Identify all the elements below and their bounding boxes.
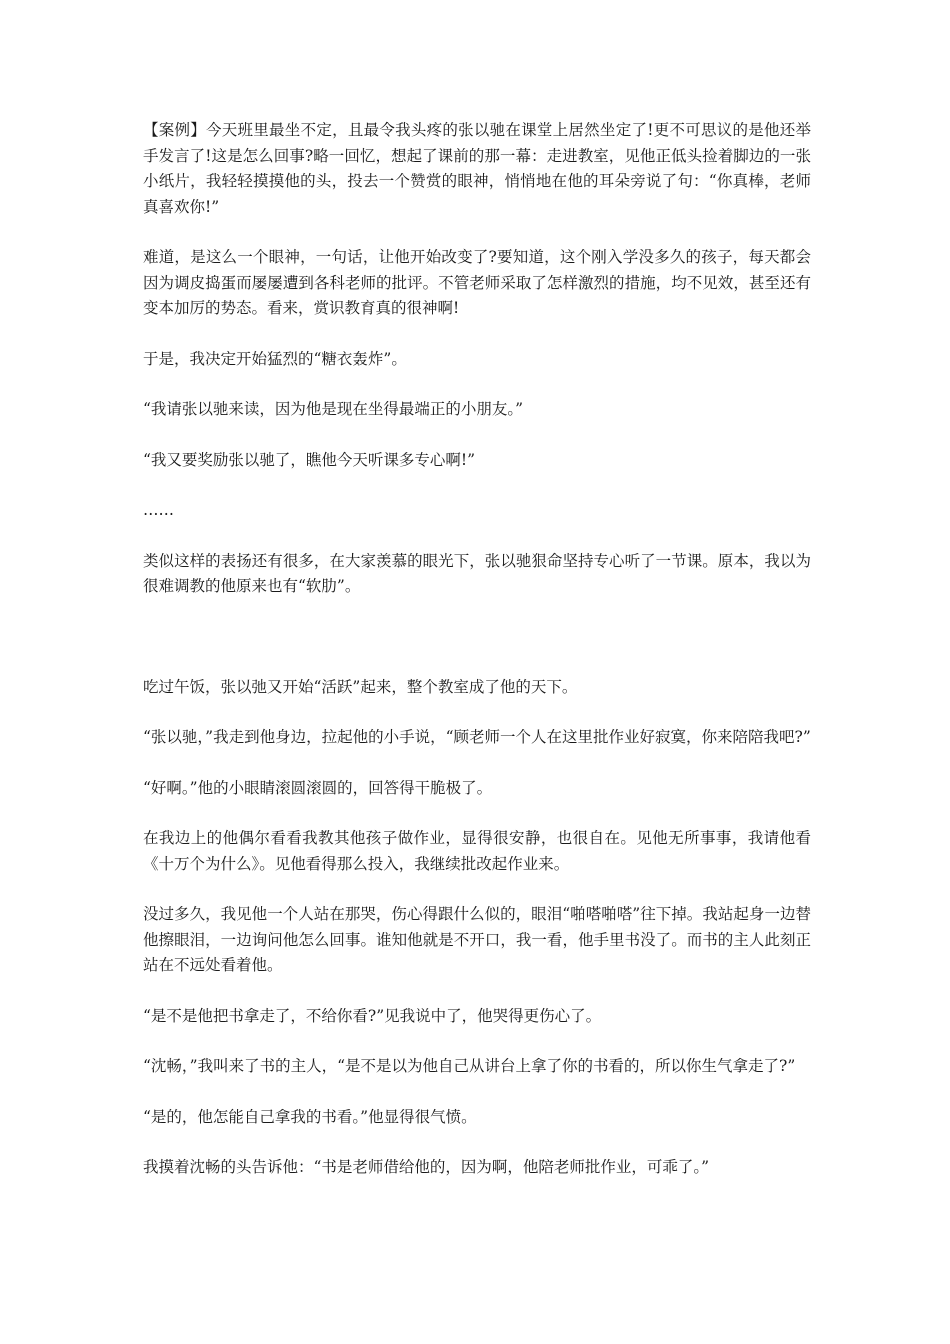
paragraph-after-lunch: 吃过午饭，张以弛又开始“活跃”起来，整个教室成了他的天下。 <box>143 677 578 696</box>
paragraph-owner-reply: “是的，他怎能自己拿我的书看。”他显得很气愤。 <box>143 1107 477 1126</box>
paragraph-reply: “好啊。”他的小眼睛滚圆滚圆的，回答得干脆极了。 <box>143 778 493 797</box>
paragraph-reflection: 难道，是这么一个眼神，一句话，让他开始改变了?要知道，这个刚入学没多久的孩子，每天都会因为调皮捣蛋而屡屡遭到各科老师的批评。不管老师采取了怎样激烈的措施，均不见效，甚至还有变本加厉的势态。看来，赏识教育真的很神啊! <box>143 248 811 317</box>
paragraph-ellipsis: …… <box>143 501 174 519</box>
paragraph-praise-summary: 类似这样的表扬还有很多，在大家羡慕的眼光下，张以驰狠命坚持专心听了一节课。原本，我以为很难调教的他原来也有“软肋”。 <box>143 551 811 595</box>
paragraph-reading-book: 在我边上的他偶尔看看我教其他孩子做作业，显得很安静，也很自在。见他无所事事，我请他看《十万个为什么》。见他看得那么投入，我继续批改起作业来。 <box>143 829 811 873</box>
paragraph-explanation: 我摸着沈畅的头告诉他：“书是老师借给他的，因为啊，他陪老师批作业，可乖了。” <box>143 1158 710 1176</box>
paragraph-question: “是不是他把书拿走了，不给你看?”见我说中了，他哭得更伤心了。 <box>143 1006 602 1025</box>
paragraph-quote-reading: “我请张以驰来读，因为他是现在坐得最端正的小朋友。” <box>143 400 524 418</box>
paragraph-ask-owner: “沈畅，”我叫来了书的主人，“是不是以为他自己从讲台上拿了你的书看的，所以你生气拿走了?” <box>143 1057 796 1075</box>
paragraph-quote-reward: “我又要奖励张以驰了，瞧他今天听课多专心啊!” <box>143 450 476 469</box>
paragraph-invite: “张以驰，”我走到他身边，拉起他的小手说，“顾老师一个人在这里批作业好寂寞，你来陪陪我吧?” <box>143 728 811 746</box>
paragraph-crying: 没过多久，我见他一个人站在那哭，伤心得跟什么似的，眼泪“啪嗒啪嗒”往下掉。我站起身一边替他擦眼泪，一边询问他怎么回事。谁知他就是不开口，我一看，他手里书没了。而书的主人此刻正站在不远处看着他。 <box>143 905 811 974</box>
document-body <box>143 118 811 1206</box>
paragraph-decision: 于是，我决定开始猛烈的“糖衣轰炸”。 <box>143 349 407 368</box>
paragraph-case-intro: 【案例】今天班里最坐不定，且最令我头疼的张以驰在课堂上居然坐定了!更不可思议的是他还举手发言了!这是怎么回事?略一回忆，想起了课前的那一幕：走进教室，见他正低头捡着脚边的一张小纸片，我轻轻摸摸他的头，投去一个赞赏的眼神，悄悄地在他的耳朵旁说了句：“你真棒，老师真喜欢你!” <box>143 121 811 216</box>
